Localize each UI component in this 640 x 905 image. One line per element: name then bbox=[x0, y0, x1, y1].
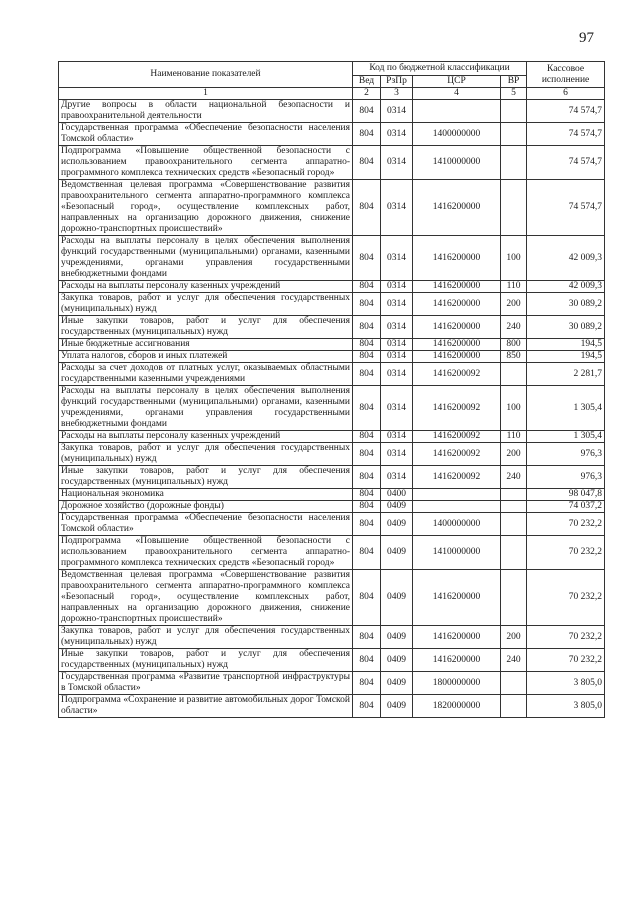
row-csr-cell: 1410000000 bbox=[413, 146, 501, 180]
row-vr-cell: 100 bbox=[501, 236, 527, 281]
row-rzpr-cell: 0400 bbox=[381, 489, 413, 501]
row-amount-cell: 74 574,7 bbox=[527, 180, 605, 236]
row-csr-cell: 1416200000 bbox=[413, 236, 501, 281]
row-vr-cell bbox=[501, 513, 527, 536]
row-ved-cell: 804 bbox=[353, 180, 381, 236]
column-number: 4 bbox=[413, 88, 501, 100]
row-csr-cell: 1416200092 bbox=[413, 466, 501, 489]
column-number: 2 bbox=[353, 88, 381, 100]
row-vr-cell: 200 bbox=[501, 293, 527, 316]
row-vr-cell bbox=[501, 695, 527, 718]
row-csr-cell: 1416200092 bbox=[413, 431, 501, 443]
row-csr-cell: 1416200000 bbox=[413, 293, 501, 316]
row-ved-cell: 804 bbox=[353, 236, 381, 281]
row-vr-cell bbox=[501, 501, 527, 513]
row-rzpr-cell: 0409 bbox=[381, 672, 413, 695]
row-amount-cell: 42 009,3 bbox=[527, 281, 605, 293]
row-name-cell: Закупка товаров, работ и услуг для обеспечения государственных (муниципальных) нужд bbox=[59, 626, 353, 649]
row-rzpr-cell: 0314 bbox=[381, 293, 413, 316]
row-vr-cell bbox=[501, 123, 527, 146]
row-name-cell: Закупка товаров, работ и услуг для обеспечения государственных (муниципальных) нужд bbox=[59, 293, 353, 316]
row-ved-cell: 804 bbox=[353, 649, 381, 672]
row-rzpr-cell: 0409 bbox=[381, 501, 413, 513]
row-csr-cell: 1416200092 bbox=[413, 386, 501, 431]
row-rzpr-cell: 0314 bbox=[381, 466, 413, 489]
row-rzpr-cell: 0409 bbox=[381, 513, 413, 536]
column-number: 3 bbox=[381, 88, 413, 100]
row-csr-cell bbox=[413, 501, 501, 513]
table-row bbox=[59, 513, 605, 536]
row-ved-cell: 804 bbox=[353, 431, 381, 443]
row-vr-cell bbox=[501, 100, 527, 123]
header-name: Наименование показателей bbox=[59, 62, 353, 88]
row-amount-cell: 194,5 bbox=[527, 351, 605, 363]
row-csr-cell: 1416200000 bbox=[413, 649, 501, 672]
row-amount-cell: 976,3 bbox=[527, 466, 605, 489]
row-csr-cell: 1400000000 bbox=[413, 123, 501, 146]
row-amount-cell: 3 805,0 bbox=[527, 672, 605, 695]
header-amount: Кассовое исполнение bbox=[527, 62, 605, 88]
row-vr-cell: 850 bbox=[501, 351, 527, 363]
column-number: 1 bbox=[59, 88, 353, 100]
row-amount-cell: 70 232,2 bbox=[527, 513, 605, 536]
row-ved-cell: 804 bbox=[353, 281, 381, 293]
row-csr-cell: 1416200000 bbox=[413, 180, 501, 236]
row-name-cell: Государственная программа «Обеспечение безопасности населения Томской области» bbox=[59, 123, 353, 146]
row-name-cell: Расходы на выплаты персоналу казенных учреждений bbox=[59, 431, 353, 443]
row-name-cell: Иные закупки товаров, работ и услуг для обеспечения государственных (муниципальных) нужд bbox=[59, 316, 353, 339]
row-rzpr-cell: 0314 bbox=[381, 180, 413, 236]
row-ved-cell: 804 bbox=[353, 100, 381, 123]
row-rzpr-cell: 0409 bbox=[381, 536, 413, 570]
row-vr-cell: 110 bbox=[501, 431, 527, 443]
column-number: 5 bbox=[501, 88, 527, 100]
row-amount-cell: 194,5 bbox=[527, 339, 605, 351]
row-csr-cell: 1416200000 bbox=[413, 316, 501, 339]
header-rzpr: РзПр bbox=[381, 76, 413, 88]
row-rzpr-cell: 0314 bbox=[381, 431, 413, 443]
table-row bbox=[59, 363, 605, 386]
table-row bbox=[59, 570, 605, 626]
table-row bbox=[59, 431, 605, 443]
row-vr-cell bbox=[501, 672, 527, 695]
row-rzpr-cell: 0409 bbox=[381, 695, 413, 718]
row-csr-cell: 1416200000 bbox=[413, 351, 501, 363]
row-rzpr-cell: 0314 bbox=[381, 351, 413, 363]
row-ved-cell: 804 bbox=[353, 536, 381, 570]
row-ved-cell: 804 bbox=[353, 443, 381, 466]
table-row bbox=[59, 180, 605, 236]
table-row bbox=[59, 536, 605, 570]
row-vr-cell: 200 bbox=[501, 443, 527, 466]
row-name-cell: Расходы на выплаты персоналу в целях обеспечения выполнения функций государственными (муниципальными) органами, казенными учреждениями, органами управления государственными внебюджетными фондами bbox=[59, 386, 353, 431]
row-csr-cell: 1416200000 bbox=[413, 626, 501, 649]
row-name-cell: Ведомственная целевая программа «Совершенствование развития правоохранительного сегмента аппаратно-программного комплекса «Безопасный город», осуществление комплексных работ, направленных на организацию дорожного движения, снижение дорожно-транспортных происшествий» bbox=[59, 570, 353, 626]
row-rzpr-cell: 0314 bbox=[381, 100, 413, 123]
row-csr-cell: 1820000000 bbox=[413, 695, 501, 718]
row-amount-cell: 70 232,2 bbox=[527, 536, 605, 570]
table-row bbox=[59, 443, 605, 466]
table-row bbox=[59, 501, 605, 513]
row-rzpr-cell: 0314 bbox=[381, 281, 413, 293]
row-vr-cell: 240 bbox=[501, 316, 527, 339]
table-row bbox=[59, 351, 605, 363]
row-csr-cell: 1800000000 bbox=[413, 672, 501, 695]
row-amount-cell: 74 574,7 bbox=[527, 100, 605, 123]
row-name-cell: Иные бюджетные ассигнования bbox=[59, 339, 353, 351]
row-amount-cell: 98 047,8 bbox=[527, 489, 605, 501]
table-body bbox=[59, 100, 605, 718]
row-ved-cell: 804 bbox=[353, 339, 381, 351]
row-csr-cell: 1416200092 bbox=[413, 443, 501, 466]
table-row bbox=[59, 466, 605, 489]
row-name-cell: Уплата налогов, сборов и иных платежей bbox=[59, 351, 353, 363]
table-row bbox=[59, 489, 605, 501]
row-amount-cell: 74 574,7 bbox=[527, 146, 605, 180]
row-ved-cell: 804 bbox=[353, 293, 381, 316]
row-ved-cell: 804 bbox=[353, 513, 381, 536]
row-vr-cell: 240 bbox=[501, 466, 527, 489]
row-amount-cell: 1 305,4 bbox=[527, 386, 605, 431]
row-csr-cell bbox=[413, 489, 501, 501]
row-rzpr-cell: 0314 bbox=[381, 123, 413, 146]
page-number: 97 bbox=[579, 30, 594, 46]
row-name-cell: Государственная программа «Обеспечение безопасности населения Томской области» bbox=[59, 513, 353, 536]
row-ved-cell: 804 bbox=[353, 489, 381, 501]
table-row bbox=[59, 386, 605, 431]
table-row bbox=[59, 339, 605, 351]
row-amount-cell: 976,3 bbox=[527, 443, 605, 466]
row-ved-cell: 804 bbox=[353, 695, 381, 718]
row-ved-cell: 804 bbox=[353, 626, 381, 649]
row-rzpr-cell: 0314 bbox=[381, 316, 413, 339]
row-name-cell: Национальная экономика bbox=[59, 489, 353, 501]
row-ved-cell: 804 bbox=[353, 363, 381, 386]
row-vr-cell: 200 bbox=[501, 626, 527, 649]
row-ved-cell: 804 bbox=[353, 316, 381, 339]
row-csr-cell: 1416200000 bbox=[413, 281, 501, 293]
table-row bbox=[59, 100, 605, 123]
row-ved-cell: 804 bbox=[353, 351, 381, 363]
row-name-cell: Ведомственная целевая программа «Совершенствование развития правоохранительного сегмента аппаратно-программного комплекса «Безопасный город», осуществление комплексных работ, направленных на организацию дорожного движения, снижение дорожно-транспортных происшествий» bbox=[59, 180, 353, 236]
table-row bbox=[59, 146, 605, 180]
table-row bbox=[59, 649, 605, 672]
row-rzpr-cell: 0409 bbox=[381, 626, 413, 649]
table-row bbox=[59, 316, 605, 339]
row-rzpr-cell: 0314 bbox=[381, 386, 413, 431]
row-name-cell: Расходы на выплаты персоналу казенных учреждений bbox=[59, 281, 353, 293]
row-ved-cell: 804 bbox=[353, 501, 381, 513]
row-vr-cell: 800 bbox=[501, 339, 527, 351]
table-row bbox=[59, 695, 605, 718]
row-name-cell: Подпрограмма «Повышение общественной безопасности с использованием правоохранительного сегмента аппаратно-программного комплекса технических средств «Безопасный город» bbox=[59, 146, 353, 180]
row-vr-cell bbox=[501, 570, 527, 626]
table-row bbox=[59, 236, 605, 281]
row-csr-cell: 1416200000 bbox=[413, 339, 501, 351]
row-name-cell: Закупка товаров, работ и услуг для обеспечения государственных (муниципальных) нужд bbox=[59, 443, 353, 466]
row-name-cell: Иные закупки товаров, работ и услуг для обеспечения государственных (муниципальных) нужд bbox=[59, 466, 353, 489]
header-vr: ВР bbox=[501, 76, 527, 88]
row-name-cell: Дорожное хозяйство (дорожные фонды) bbox=[59, 501, 353, 513]
row-amount-cell: 30 089,2 bbox=[527, 293, 605, 316]
row-amount-cell: 42 009,3 bbox=[527, 236, 605, 281]
row-rzpr-cell: 0314 bbox=[381, 363, 413, 386]
row-vr-cell bbox=[501, 180, 527, 236]
row-ved-cell: 804 bbox=[353, 672, 381, 695]
header-ved: Вед bbox=[353, 76, 381, 88]
row-csr-cell: 1400000000 bbox=[413, 513, 501, 536]
row-rzpr-cell: 0314 bbox=[381, 339, 413, 351]
table-row bbox=[59, 293, 605, 316]
row-rzpr-cell: 0314 bbox=[381, 146, 413, 180]
row-ved-cell: 804 bbox=[353, 466, 381, 489]
row-vr-cell bbox=[501, 146, 527, 180]
row-amount-cell: 70 232,2 bbox=[527, 570, 605, 626]
row-amount-cell: 74 574,7 bbox=[527, 123, 605, 146]
row-amount-cell: 70 232,2 bbox=[527, 649, 605, 672]
row-amount-cell: 30 089,2 bbox=[527, 316, 605, 339]
row-csr-cell bbox=[413, 100, 501, 123]
row-name-cell: Расходы за счет доходов от платных услуг, оказываемых областными государственными казенными учреждениями bbox=[59, 363, 353, 386]
table-row bbox=[59, 123, 605, 146]
row-ved-cell: 804 bbox=[353, 570, 381, 626]
row-amount-cell: 74 037,2 bbox=[527, 501, 605, 513]
row-name-cell: Подпрограмма «Повышение общественной безопасности с использованием правоохранительного сегмента аппаратно-программного комплекса технических средств «Безопасный город» bbox=[59, 536, 353, 570]
column-numbers-row bbox=[59, 88, 605, 100]
row-name-cell: Государственная программа «Развитие транспортной инфраструктуры в Томской области» bbox=[59, 672, 353, 695]
row-name-cell: Подпрограмма «Сохранение и развитие автомобильных дорог Томской области» bbox=[59, 695, 353, 718]
table-row bbox=[59, 626, 605, 649]
header-classification: Код по бюджетной классификации bbox=[353, 62, 527, 76]
row-name-cell: Иные закупки товаров, работ и услуг для обеспечения государственных (муниципальных) нужд bbox=[59, 649, 353, 672]
table-row bbox=[59, 281, 605, 293]
row-amount-cell: 1 305,4 bbox=[527, 431, 605, 443]
row-csr-cell: 1416200000 bbox=[413, 570, 501, 626]
row-name-cell: Расходы на выплаты персоналу в целях обеспечения выполнения функций государственными (муниципальными) органами, казенными учреждениями, органами управления государственными внебюджетными фондами bbox=[59, 236, 353, 281]
column-number: 6 bbox=[527, 88, 605, 100]
row-rzpr-cell: 0314 bbox=[381, 236, 413, 281]
row-rzpr-cell: 0409 bbox=[381, 649, 413, 672]
header-csr: ЦСР bbox=[413, 76, 501, 88]
row-amount-cell: 2 281,7 bbox=[527, 363, 605, 386]
row-rzpr-cell: 0409 bbox=[381, 570, 413, 626]
row-rzpr-cell: 0314 bbox=[381, 443, 413, 466]
budget-table bbox=[58, 61, 605, 718]
table-row bbox=[59, 672, 605, 695]
row-csr-cell: 1410000000 bbox=[413, 536, 501, 570]
row-vr-cell: 110 bbox=[501, 281, 527, 293]
row-vr-cell: 100 bbox=[501, 386, 527, 431]
row-amount-cell: 3 805,0 bbox=[527, 695, 605, 718]
row-ved-cell: 804 bbox=[353, 386, 381, 431]
row-vr-cell bbox=[501, 536, 527, 570]
row-csr-cell: 1416200092 bbox=[413, 363, 501, 386]
row-vr-cell: 240 bbox=[501, 649, 527, 672]
row-ved-cell: 804 bbox=[353, 146, 381, 180]
row-vr-cell bbox=[501, 489, 527, 501]
row-name-cell: Другие вопросы в области национальной безопасности и правоохранительной деятельности bbox=[59, 100, 353, 123]
row-ved-cell: 804 bbox=[353, 123, 381, 146]
row-vr-cell bbox=[501, 363, 527, 386]
row-amount-cell: 70 232,2 bbox=[527, 626, 605, 649]
